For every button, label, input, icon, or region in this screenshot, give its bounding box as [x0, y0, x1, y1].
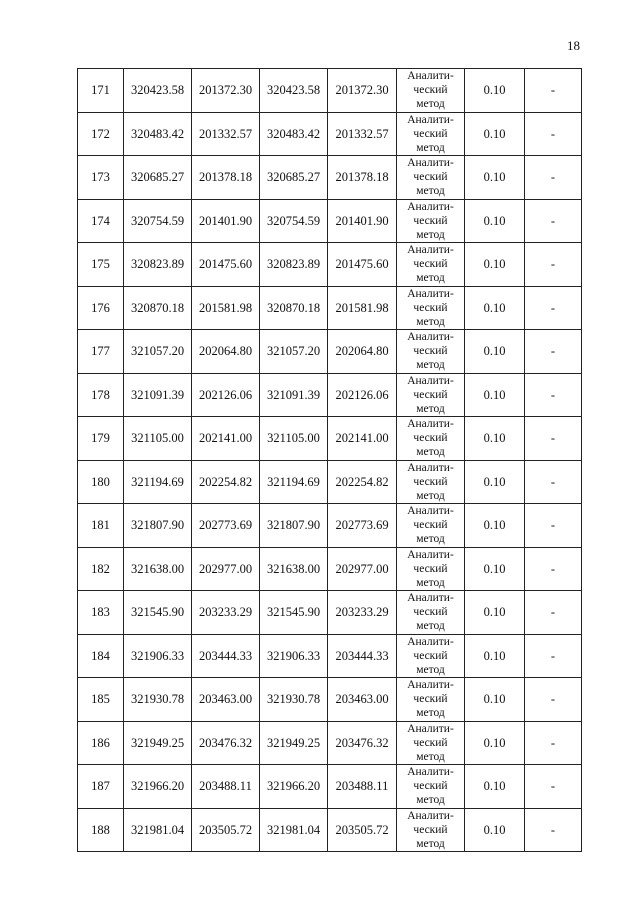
y-coordinate-cell: 202126.06 — [192, 373, 260, 417]
method-line: Аналити- — [407, 505, 454, 518]
x-coordinate-cell: 321105.00 — [124, 417, 192, 461]
method-line: метод — [416, 359, 445, 372]
method-line: Аналити- — [407, 113, 454, 126]
note-cell: - — [525, 69, 582, 113]
point-number-cell: 179 — [78, 417, 124, 461]
method-line: метод — [416, 707, 445, 720]
x-coordinate-cell: 321966.20 — [124, 765, 192, 809]
method-line: ческий — [413, 475, 448, 488]
x-coordinate-cell: 321930.78 — [124, 678, 192, 722]
accuracy-cell: 0.10 — [465, 330, 525, 374]
method-line: ческий — [413, 214, 448, 227]
method-line: ческий — [413, 693, 448, 706]
method-cell — [397, 765, 465, 809]
method-cell — [397, 721, 465, 765]
method-line: метод — [416, 185, 445, 198]
method-line: Аналити- — [407, 200, 454, 213]
method-line: Аналити- — [407, 287, 454, 300]
method-line: метод — [416, 272, 445, 285]
accuracy-cell: 0.10 — [465, 156, 525, 200]
x-coordinate-cell: 321091.39 — [124, 373, 192, 417]
point-number-cell: 187 — [78, 765, 124, 809]
x-coordinate-cell: 320685.27 — [124, 156, 192, 200]
method-line: Аналити- — [407, 244, 454, 257]
x-coordinate-cell: 321949.25 — [260, 721, 328, 765]
method-cell — [397, 591, 465, 635]
y-coordinate-cell: 203476.32 — [328, 721, 397, 765]
method-line: Аналити- — [407, 635, 454, 648]
accuracy-cell: 0.10 — [465, 243, 525, 287]
x-coordinate-cell: 321981.04 — [124, 808, 192, 852]
y-coordinate-cell: 203233.29 — [328, 591, 397, 635]
accuracy-cell: 0.10 — [465, 417, 525, 461]
y-coordinate-cell: 201475.60 — [192, 243, 260, 287]
table-row — [78, 547, 582, 591]
method-cell — [397, 156, 465, 200]
method-line: Аналити- — [407, 70, 454, 83]
note-cell: - — [525, 417, 582, 461]
method-line: метод — [416, 750, 445, 763]
method-line: ческий — [413, 171, 448, 184]
x-coordinate-cell: 320870.18 — [260, 286, 328, 330]
y-coordinate-cell: 203233.29 — [192, 591, 260, 635]
method-line: метод — [416, 620, 445, 633]
method-line: ческий — [413, 780, 448, 793]
y-coordinate-cell: 203444.33 — [192, 634, 260, 678]
table-row — [78, 330, 582, 374]
page-number: 18 — [567, 38, 580, 53]
y-coordinate-cell: 202126.06 — [328, 373, 397, 417]
note-cell: - — [525, 808, 582, 852]
y-coordinate-cell: 203444.33 — [328, 634, 397, 678]
accuracy-cell: 0.10 — [465, 678, 525, 722]
x-coordinate-cell: 320483.42 — [260, 112, 328, 156]
note-cell: - — [525, 547, 582, 591]
table-row — [78, 634, 582, 678]
table-row — [78, 504, 582, 548]
method-cell — [397, 112, 465, 156]
y-coordinate-cell: 203488.11 — [192, 765, 260, 809]
y-coordinate-cell: 201372.30 — [192, 69, 260, 113]
accuracy-cell: 0.10 — [465, 634, 525, 678]
method-line: Аналити- — [407, 374, 454, 387]
method-line: Аналити- — [407, 722, 454, 735]
note-cell: - — [525, 156, 582, 200]
accuracy-cell: 0.10 — [465, 547, 525, 591]
point-number-cell: 178 — [78, 373, 124, 417]
method-line: метод — [416, 315, 445, 328]
x-coordinate-cell: 321807.90 — [260, 504, 328, 548]
note-cell: - — [525, 243, 582, 287]
note-cell: - — [525, 286, 582, 330]
y-coordinate-cell: 203476.32 — [192, 721, 260, 765]
point-number-cell: 184 — [78, 634, 124, 678]
method-cell — [397, 286, 465, 330]
method-line: Аналити- — [407, 679, 454, 692]
table-row — [78, 460, 582, 504]
table-row — [78, 286, 582, 330]
method-line: ческий — [413, 84, 448, 97]
x-coordinate-cell: 321545.90 — [124, 591, 192, 635]
x-coordinate-cell: 321906.33 — [260, 634, 328, 678]
x-coordinate-cell: 321194.69 — [124, 460, 192, 504]
note-cell: - — [525, 634, 582, 678]
method-line: Аналити- — [407, 766, 454, 779]
x-coordinate-cell: 320754.59 — [260, 199, 328, 243]
accuracy-cell: 0.10 — [465, 286, 525, 330]
method-cell — [397, 69, 465, 113]
x-coordinate-cell: 321638.00 — [124, 547, 192, 591]
x-coordinate-cell: 321105.00 — [260, 417, 328, 461]
point-number-cell: 188 — [78, 808, 124, 852]
table-row — [78, 112, 582, 156]
note-cell: - — [525, 112, 582, 156]
y-coordinate-cell: 202773.69 — [192, 504, 260, 548]
y-coordinate-cell: 201401.90 — [192, 199, 260, 243]
method-line: метод — [416, 402, 445, 415]
x-coordinate-cell: 320754.59 — [124, 199, 192, 243]
table-row — [78, 156, 582, 200]
table-body — [78, 69, 582, 852]
method-line: ческий — [413, 388, 448, 401]
method-line: ческий — [413, 519, 448, 532]
x-coordinate-cell: 321057.20 — [124, 330, 192, 374]
note-cell: - — [525, 330, 582, 374]
table-row — [78, 808, 582, 852]
method-line: Аналити- — [407, 548, 454, 561]
x-coordinate-cell: 321966.20 — [260, 765, 328, 809]
note-cell: - — [525, 765, 582, 809]
point-number-cell: 171 — [78, 69, 124, 113]
method-cell — [397, 460, 465, 504]
accuracy-cell: 0.10 — [465, 808, 525, 852]
y-coordinate-cell: 202064.80 — [192, 330, 260, 374]
method-line: Аналити- — [407, 331, 454, 344]
table-row — [78, 243, 582, 287]
y-coordinate-cell: 201332.57 — [192, 112, 260, 156]
method-cell — [397, 243, 465, 287]
method-line: метод — [416, 837, 445, 850]
y-coordinate-cell: 203488.11 — [328, 765, 397, 809]
method-line: ческий — [413, 345, 448, 358]
accuracy-cell: 0.10 — [465, 460, 525, 504]
point-number-cell: 181 — [78, 504, 124, 548]
method-cell — [397, 199, 465, 243]
table-row — [78, 199, 582, 243]
y-coordinate-cell: 203463.00 — [328, 678, 397, 722]
method-line: ческий — [413, 606, 448, 619]
x-coordinate-cell: 321906.33 — [124, 634, 192, 678]
method-line: метод — [416, 141, 445, 154]
table-row — [78, 721, 582, 765]
x-coordinate-cell: 320423.58 — [124, 69, 192, 113]
method-cell — [397, 373, 465, 417]
method-line: Аналити- — [407, 461, 454, 474]
accuracy-cell: 0.10 — [465, 504, 525, 548]
y-coordinate-cell: 201378.18 — [328, 156, 397, 200]
method-line: метод — [416, 663, 445, 676]
accuracy-cell: 0.10 — [465, 721, 525, 765]
point-number-cell: 177 — [78, 330, 124, 374]
y-coordinate-cell: 201581.98 — [192, 286, 260, 330]
x-coordinate-cell: 320483.42 — [124, 112, 192, 156]
note-cell: - — [525, 504, 582, 548]
method-line: ческий — [413, 432, 448, 445]
y-coordinate-cell: 201401.90 — [328, 199, 397, 243]
x-coordinate-cell: 321057.20 — [260, 330, 328, 374]
accuracy-cell: 0.10 — [465, 199, 525, 243]
point-number-cell: 180 — [78, 460, 124, 504]
method-line: метод — [416, 228, 445, 241]
x-coordinate-cell: 321194.69 — [260, 460, 328, 504]
y-coordinate-cell: 202977.00 — [328, 547, 397, 591]
point-number-cell: 185 — [78, 678, 124, 722]
y-coordinate-cell: 201475.60 — [328, 243, 397, 287]
accuracy-cell: 0.10 — [465, 591, 525, 635]
y-coordinate-cell: 203505.72 — [328, 808, 397, 852]
x-coordinate-cell: 320685.27 — [260, 156, 328, 200]
y-coordinate-cell: 202141.00 — [328, 417, 397, 461]
x-coordinate-cell: 321930.78 — [260, 678, 328, 722]
method-line: метод — [416, 576, 445, 589]
table-row — [78, 678, 582, 722]
y-coordinate-cell: 202141.00 — [192, 417, 260, 461]
note-cell: - — [525, 591, 582, 635]
x-coordinate-cell: 320823.89 — [124, 243, 192, 287]
point-number-cell: 172 — [78, 112, 124, 156]
x-coordinate-cell: 321949.25 — [124, 721, 192, 765]
table-row — [78, 765, 582, 809]
method-line: ческий — [413, 649, 448, 662]
table-row — [78, 417, 582, 461]
method-cell — [397, 678, 465, 722]
note-cell: - — [525, 721, 582, 765]
method-line: метод — [416, 446, 445, 459]
x-coordinate-cell: 320823.89 — [260, 243, 328, 287]
method-cell — [397, 634, 465, 678]
method-line: метод — [416, 489, 445, 502]
x-coordinate-cell: 321981.04 — [260, 808, 328, 852]
table-row — [78, 69, 582, 113]
method-cell — [397, 547, 465, 591]
coordinates-table — [77, 68, 582, 852]
method-cell — [397, 504, 465, 548]
point-number-cell: 183 — [78, 591, 124, 635]
method-line: Аналити- — [407, 157, 454, 170]
point-number-cell: 176 — [78, 286, 124, 330]
y-coordinate-cell: 202977.00 — [192, 547, 260, 591]
x-coordinate-cell: 321091.39 — [260, 373, 328, 417]
y-coordinate-cell: 203505.72 — [192, 808, 260, 852]
method-line: ческий — [413, 736, 448, 749]
method-line: ческий — [413, 127, 448, 140]
y-coordinate-cell: 203463.00 — [192, 678, 260, 722]
x-coordinate-cell: 321545.90 — [260, 591, 328, 635]
x-coordinate-cell: 321807.90 — [124, 504, 192, 548]
y-coordinate-cell: 202064.80 — [328, 330, 397, 374]
y-coordinate-cell: 201332.57 — [328, 112, 397, 156]
point-number-cell: 182 — [78, 547, 124, 591]
point-number-cell: 175 — [78, 243, 124, 287]
note-cell: - — [525, 199, 582, 243]
point-number-cell: 174 — [78, 199, 124, 243]
method-line: Аналити- — [407, 809, 454, 822]
x-coordinate-cell: 321638.00 — [260, 547, 328, 591]
note-cell: - — [525, 460, 582, 504]
method-line: Аналити- — [407, 418, 454, 431]
method-line: ческий — [413, 562, 448, 575]
accuracy-cell: 0.10 — [465, 765, 525, 809]
y-coordinate-cell: 202773.69 — [328, 504, 397, 548]
x-coordinate-cell: 320870.18 — [124, 286, 192, 330]
x-coordinate-cell: 320423.58 — [260, 69, 328, 113]
method-line: ческий — [413, 258, 448, 271]
method-line: ческий — [413, 823, 448, 836]
point-number-cell: 186 — [78, 721, 124, 765]
note-cell: - — [525, 373, 582, 417]
point-number-cell: 173 — [78, 156, 124, 200]
method-line: Аналити- — [407, 592, 454, 605]
accuracy-cell: 0.10 — [465, 112, 525, 156]
y-coordinate-cell: 201378.18 — [192, 156, 260, 200]
y-coordinate-cell: 201581.98 — [328, 286, 397, 330]
note-cell: - — [525, 678, 582, 722]
method-line: метод — [416, 794, 445, 807]
method-line: метод — [416, 533, 445, 546]
method-cell — [397, 417, 465, 461]
method-line: метод — [416, 98, 445, 111]
y-coordinate-cell: 201372.30 — [328, 69, 397, 113]
method-line: ческий — [413, 301, 448, 314]
method-cell — [397, 330, 465, 374]
method-cell — [397, 808, 465, 852]
table-row — [78, 591, 582, 635]
accuracy-cell: 0.10 — [465, 69, 525, 113]
accuracy-cell: 0.10 — [465, 373, 525, 417]
y-coordinate-cell: 202254.82 — [192, 460, 260, 504]
table-row — [78, 373, 582, 417]
y-coordinate-cell: 202254.82 — [328, 460, 397, 504]
